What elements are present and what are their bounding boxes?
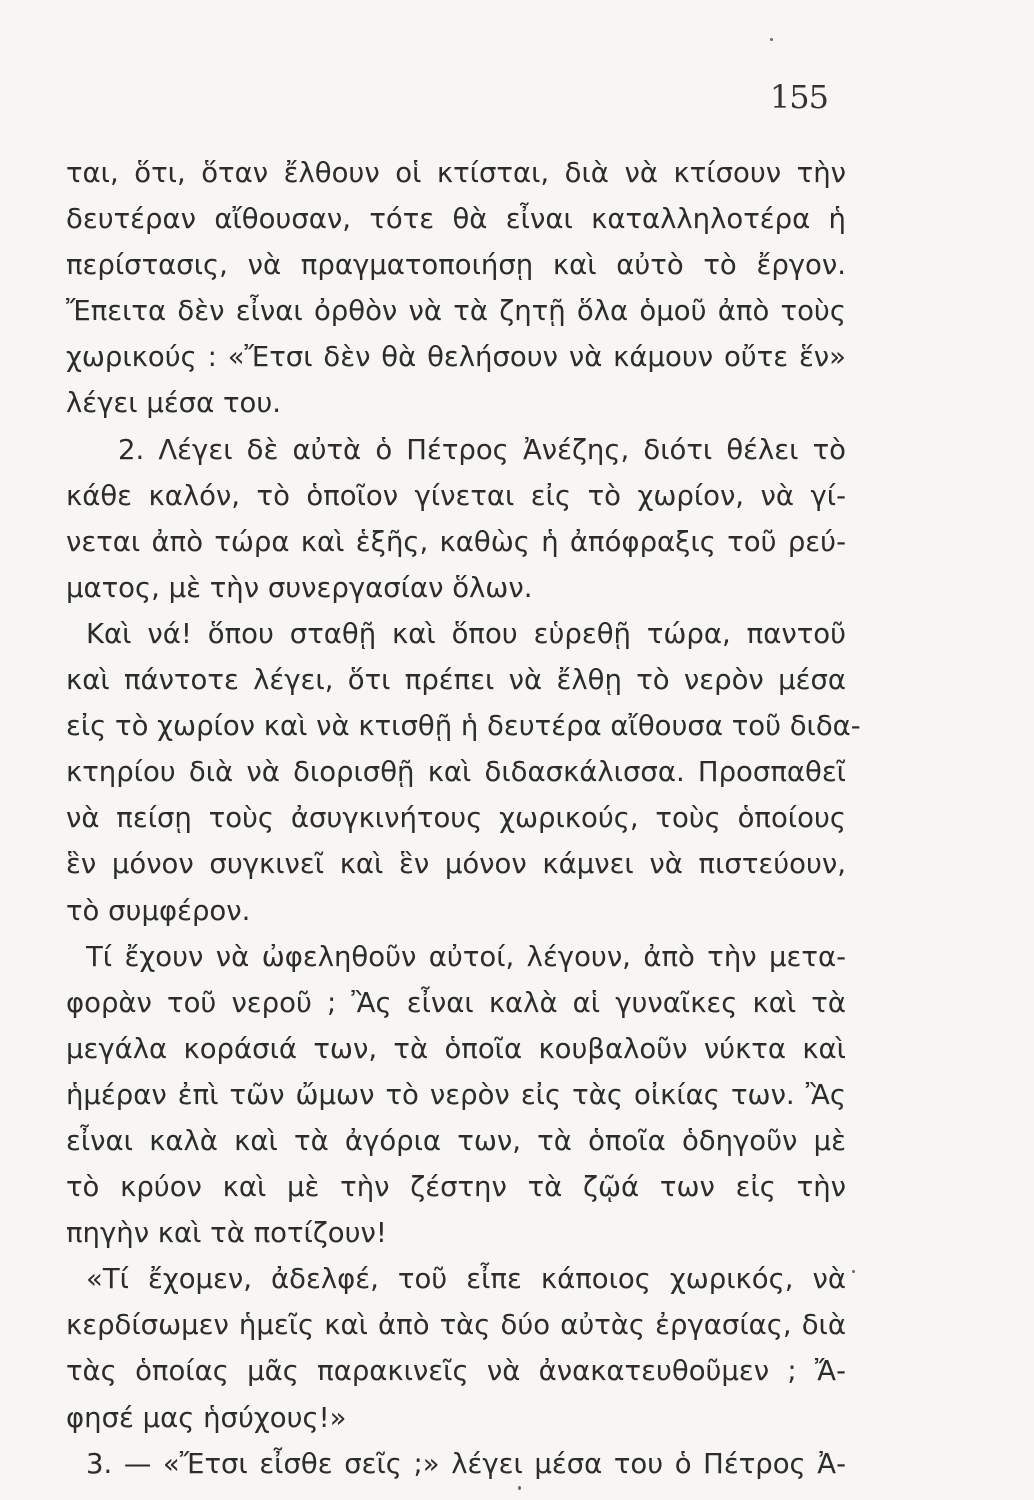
- text-line: ἓν μόνον συγκινεῖ καὶ ἓν μόνον κάμνει νὰ πιστεύουν,: [66, 848, 846, 881]
- text-line: τὸ συμφέρον.: [66, 894, 251, 927]
- text-line: Ἔπειτα δὲν εἶναι ὀρθὸν νὰ τὰ ζητῇ ὅλα ὁμοῦ ἀπὸ τοὺς: [66, 295, 846, 328]
- text-line: τὰς ὁποίας μᾶς παρακινεῖς νὰ ἀνακατευθοῦμεν ; Ἄ-: [66, 1355, 846, 1388]
- text-line: ἡμέραν ἐπὶ τῶν ὤμων τὸ νερὸν εἰς τὰς οἰκίας των. Ἂς: [66, 1078, 846, 1111]
- text-line: πηγὴν καὶ τὰ ποτίζουν!: [66, 1217, 387, 1250]
- text-line: λέγει μέσα του.: [66, 387, 282, 420]
- text-line: χωρικούς : «Ἔτσι δὲν θὰ θελήσουν νὰ κάμουν οὔτε ἕν»: [66, 341, 846, 374]
- paper-speck: [852, 1270, 855, 1273]
- text-line: 3. — «Ἔτσι εἶσθε σεῖς ;» λέγει μέσα του ὁ Πέτρος Ἀ-: [86, 1447, 846, 1480]
- text-line: κάθε καλόν, τὸ ὁποῖον γίνεται εἰς τὸ χωρίον, νὰ γί-: [66, 479, 846, 512]
- text-line: καὶ πάντοτε λέγει, ὅτι πρέπει νὰ ἔλθῃ τὸ νερὸν μέσα: [66, 664, 846, 697]
- text-line: Καὶ νά! ὅπου σταθῇ καὶ ὅπου εὑρεθῇ τώρα, παντοῦ: [86, 617, 846, 650]
- text-line: εἰς τὸ χωρίον καὶ νὰ κτισθῇ ἡ δευτέρα αἴθουσα τοῦ διδα-: [66, 710, 861, 743]
- text-line: «Τί ἔχομεν, ἀδελφέ, τοῦ εἶπε κάποιος χωρικός, νὰ: [86, 1263, 846, 1296]
- text-line: φησέ μας ἡσύχους!»: [66, 1401, 347, 1434]
- text-line: δευτέραν αἴθουσαν, τότε θὰ εἶναι καταλληλοτέρα ἡ: [66, 203, 846, 236]
- text-line: τὸ κρύον καὶ μὲ τὴν ζέστην τὰ ζῷά των εἰς τὴν: [66, 1171, 846, 1204]
- body-text: [66, 150, 861, 1487]
- text-line: κερδίσωμεν ἡμεῖς καὶ ἀπὸ τὰς δύο αὐτὰς ἐργασίας, διὰ: [66, 1309, 846, 1342]
- text-line: φορὰν τοῦ νεροῦ ; Ἂς εἶναι καλὰ αἱ γυναῖκες καὶ τὰ: [66, 986, 846, 1019]
- text-line: ματος, μὲ τὴν συνεργασίαν ὅλων.: [66, 571, 533, 604]
- text-line: 2. Λέγει δὲ αὐτὰ ὁ Πέτρος Ἀνέζης, διότι θέλει τὸ: [118, 433, 846, 466]
- text-line: κτηρίου διὰ νὰ διορισθῇ καὶ διδασκάλισσα. Προσπαθεῖ: [66, 756, 846, 789]
- text-line: ται, ὅτι, ὅταν ἔλθουν οἱ κτίσται, διὰ νὰ κτίσουν τὴν: [66, 157, 846, 189]
- text-line: νὰ πείσῃ τοὺς ἀσυγκινήτους χωρικούς, τοὺς ὁποίους: [66, 802, 846, 835]
- paper-speck: [518, 1486, 521, 1490]
- text-line: μεγάλα κοράσιά των, τὰ ὁποῖα κουβαλοῦν νύκτα καὶ: [66, 1032, 846, 1065]
- page-number: 155: [769, 78, 828, 116]
- text-line: εἶναι καλὰ καὶ τὰ ἀγόρια των, τὰ ὁποῖα ὁδηγοῦν μὲ: [66, 1124, 846, 1157]
- text-line: νεται ἀπὸ τώρα καὶ ἑξῆς, καθὼς ἡ ἀπόφραξις τοῦ ρεύ-: [66, 525, 846, 558]
- paper-speck: [770, 38, 773, 41]
- text-line: περίστασις, νὰ πραγματοποιήσῃ καὶ αὐτὸ τὸ ἔργον.: [66, 249, 846, 282]
- text-line: Τί ἔχουν νὰ ὠφεληθοῦν αὐτοί, λέγουν, ἀπὸ τὴν μετα-: [86, 940, 846, 973]
